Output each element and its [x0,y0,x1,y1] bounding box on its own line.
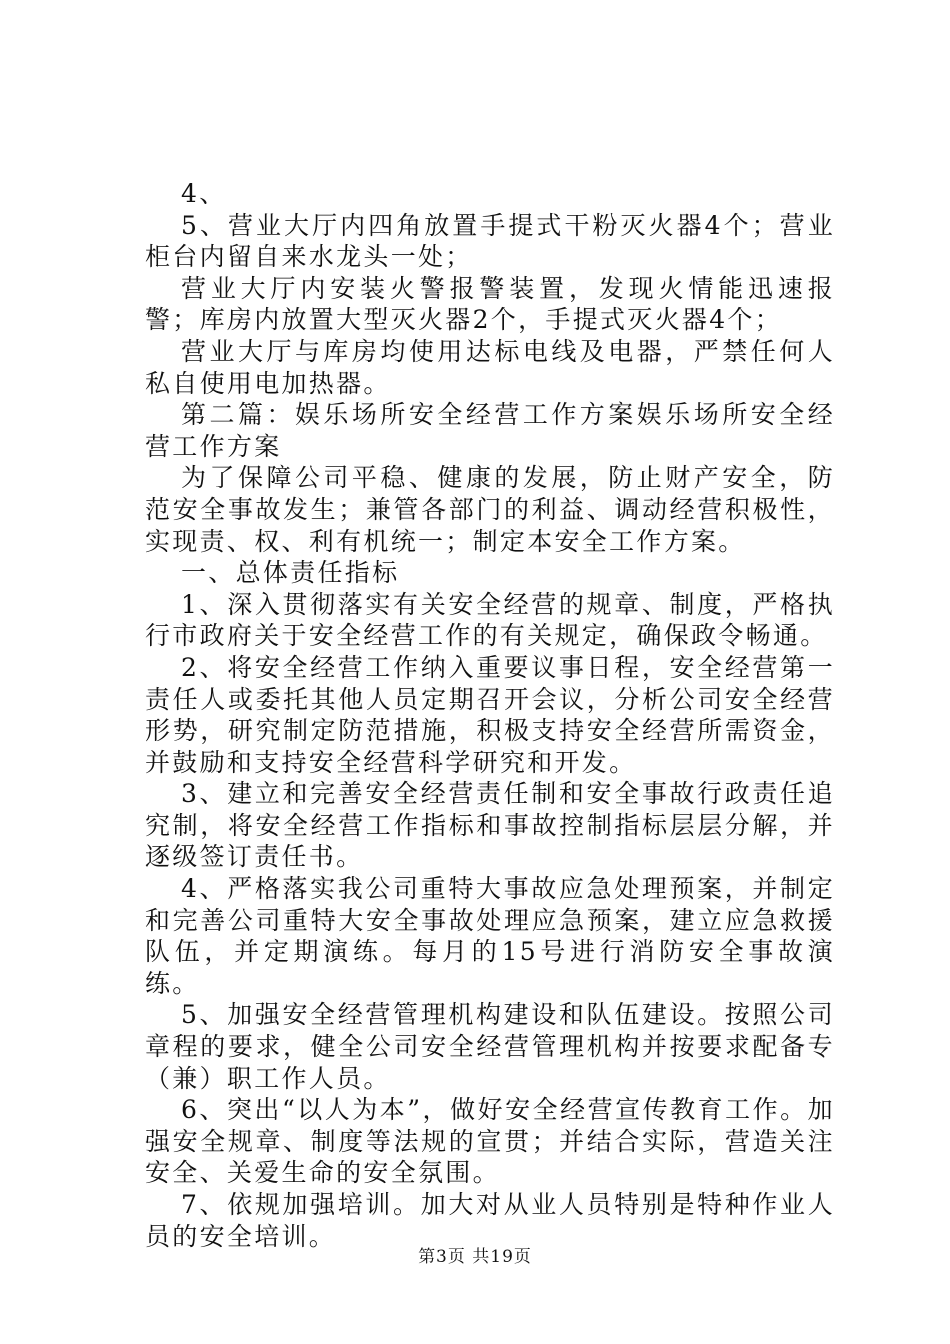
paragraph-electrical-safety: 营业大厅与库房均使用达标电线及电器，严禁任何人私自使用电加热器。 [145,336,835,398]
section-title-part-two: 第二篇：娱乐场所安全经营工作方案娱乐场所安全经营工作方案 [145,400,835,461]
document-body [145,178,835,1252]
page-number-footer: 第3页 共19页 [418,1247,532,1267]
paragraph-item-4-heading: 4、 [181,179,227,208]
paragraph-purpose: 为了保障公司平稳、健康的发展，防止财产安全，防范安全事故发生；兼管各部门的利益、调动经营积极性，实现责、权、利有机统一；制定本安全工作方案。 [145,463,835,556]
paragraph-fire-alarm: 营业大厅内安装火警报警装置，发现火情能迅速报警；库房内放置大型灭火器2个，手提式灭火器4个； [145,273,835,335]
list-item-4: 4、严格落实我公司重特大事故应急处理预案，并制定和完善公司重特大安全事故处理应急预案，建立应急救援队伍，并定期演练。每月的15号进行消防安全事故演练。 [145,874,835,998]
list-item-1: 1、深入贯彻落实有关安全经营的规章、制度，严格执行市政府关于安全经营工作的有关规定，确保政令畅通。 [145,589,835,651]
list-item-7: 7、依规加强培训。加大对从业人员特别是特种作业人员的安全培训。 [145,1190,835,1251]
paragraph-fire-extinguishers: 5、营业大厅内四角放置手提式干粉灭火器4个；营业柜台内留自来水龙头一处； [145,210,835,272]
section-heading-responsibility: 一、总体责任指标 [181,558,400,588]
list-item-5: 5、加强安全经营管理机构建设和队伍建设。按照公司章程的要求，健全公司安全经营管理机构并按要求配备专（兼）职工作人员。 [145,1000,835,1093]
list-item-6: 6、突出“以人为本”，做好安全经营宣传教育工作。加强安全规章、制度等法规的宣贯；并结合实际，营造关注安全、关爱生命的安全氛围。 [145,1095,835,1188]
list-item-3: 3、建立和完善安全经营责任制和安全事故行政责任追究制，将安全经营工作指标和事故控制指标层层分解，并逐级签订责任书。 [145,779,835,872]
list-item-2: 2、将安全经营工作纳入重要议事日程，安全经营第一责任人或委托其他人员定期召开会议，分析公司安全经营形势，研究制定防范措施，积极支持安全经营所需资金，并鼓励和支持安全经营科学研究和开发。 [145,652,835,777]
